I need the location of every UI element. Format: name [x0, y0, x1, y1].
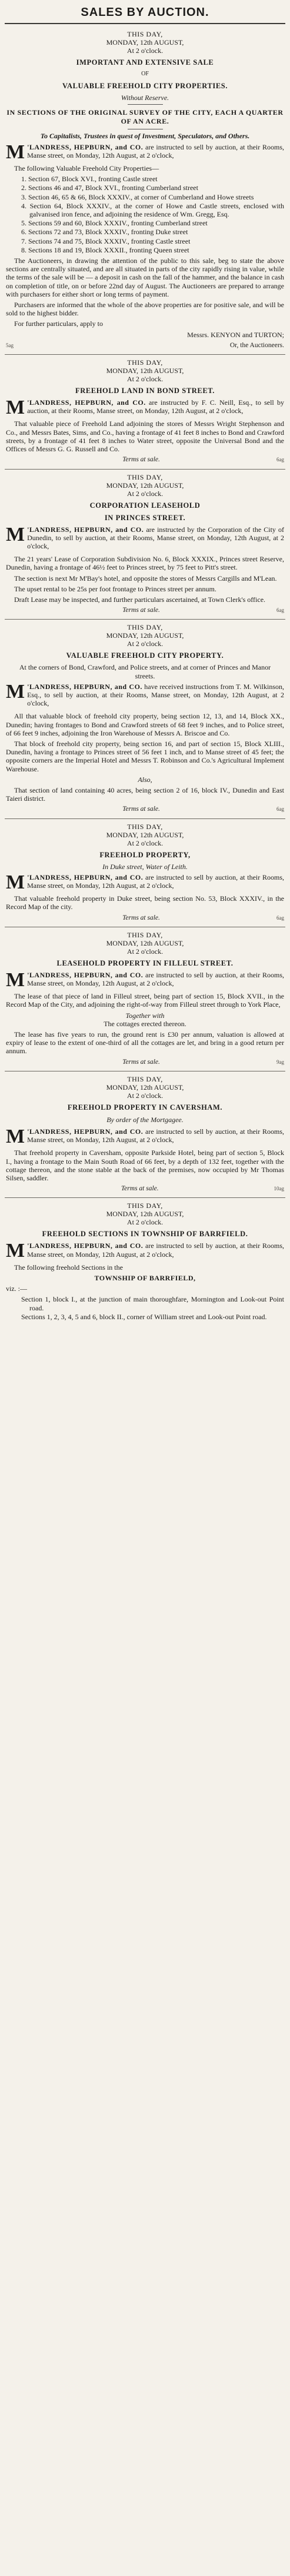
drop-cap: M	[6, 969, 25, 991]
following-text: The following Valuable Freehold City Properties—	[14, 164, 159, 173]
drop-cap: M	[6, 523, 25, 545]
list-item: Sections 1, 2, 3, 4, 5 and 6, block II., corner of William street and Look-out Point road.	[21, 1312, 267, 1321]
dateline-time: At 2 o'clock.	[126, 489, 164, 498]
body-paragraph: That freehold property in Caversham, opposite Parkside Hotel, being part of section 5, Block I., having a frontage to the Main South Road of 66 feet, by a depth of 132 feet, together with the cottage thereon, and the stone stable at the back of the premises, now occupied by Mr Thomas Silsen, saddler.	[6, 1149, 284, 1183]
body-paragraph: That valuable piece of Freehold Land adjoining the stores of Messrs Wright Stephenson and Co., and Messrs Bates, Sims, and Co., having a frontage of 41 feet 8 inches to Bond and Crawford streets, by a frontage of 41 feet 8 inches to Water street, opposite the Universal Bond and the Offices of Messrs G. G. Russell and Co.	[6, 420, 284, 454]
township-name: TOWNSHIP OF BARRFIELD,	[94, 1274, 196, 1283]
heading-of: OF	[141, 71, 149, 77]
lead-text: are instructed to sell by auction, at their Rooms, Manse street, on Monday, 12th August, at 2 o'clock,	[27, 142, 284, 159]
dateline: THIS DAY,	[127, 358, 163, 367]
terms-line	[6, 1058, 284, 1066]
dateline-time: At 2 o'clock.	[126, 1218, 164, 1227]
insertion-code: 9ag	[276, 1059, 284, 1065]
list-item: 8. Sections 18 and 19, Block XXXII., fronting Queen street	[21, 245, 189, 254]
body-paragraph: The upset rental to be 25s per foot frontage to Princes street per annum.	[14, 584, 216, 593]
auction-notice-city-properties	[5, 26, 285, 355]
terms-line	[6, 805, 284, 813]
auctioneer-firm: 'LANDRESS, HEPBURN, and CO.	[27, 525, 144, 534]
lead-text: are instructed to sell by auction, at their Rooms, Manse street, on Monday, 12th August, at 2 o'clock,	[27, 1242, 284, 1259]
body-paragraph: All that valuable block of freehold city property, being section 12, 13, and 14, Block XX., Dunedin; having frontages to Bond and Crawford streets of 68 feet 9 inches, and to Police street, of 66 feet 9 inches, adjoining the Iron Warehouse of Messrs A. Briscoe and Co.	[6, 712, 284, 737]
dateline-time: At 2 o'clock.	[126, 838, 164, 847]
dateline: THIS DAY,	[127, 1074, 163, 1083]
lead-text: are instructed by the Corporation of the City of Dunedin, to sell by auction, at their Rooms, Manse street, on Monday, 12th August, at 2 o'clock,	[27, 525, 284, 550]
property-list	[21, 175, 284, 254]
list-item: 1. Section 67, Block XVI., fronting Castle street	[21, 175, 158, 184]
body-paragraph: The section is next Mr M'Bay's hotel, and opposite the stores of Messrs Cargills and M'Lean.	[14, 574, 277, 583]
drop-cap: M	[6, 397, 25, 419]
dateline: THIS DAY,	[127, 472, 163, 481]
auctioneer-firm: 'LANDRESS, HEPBURN, and CO.	[27, 398, 146, 407]
auctioneer-firm: 'LANDRESS, HEPBURN, and CO.	[27, 682, 142, 691]
body-paragraph: Draft Lease may be inspected, and further particulars ascertained, at Town Clerk's office.	[14, 595, 266, 604]
insertion-code: 5ag	[6, 342, 14, 348]
notice-subheading: By order of the Mortgagee.	[106, 1115, 184, 1124]
together-text: Together with	[125, 1011, 165, 1020]
dateline-day: MONDAY, 12th AUGUST,	[106, 1210, 184, 1219]
auction-notice-duke-street	[5, 819, 285, 927]
terms-line	[6, 1184, 284, 1193]
dateline-time: At 2 o'clock.	[126, 375, 164, 384]
list-item: 3. Section 46, 65 & 66, Block XXXIV., at corner of Cumberland and Howe streets	[21, 192, 254, 201]
list-item: 7. Sections 74 and 75, Block XXXIV., fronting Castle street	[21, 237, 191, 245]
lead-paragraph	[6, 525, 284, 551]
reserve-note: Without Reserve.	[121, 94, 169, 102]
lead-paragraph	[6, 871, 284, 893]
auctioneer-firm: 'LANDRESS, HEPBURN, and CO.	[27, 1242, 144, 1250]
particulars-text: For further particulars, apply to	[14, 319, 103, 328]
auction-notice-city-property	[5, 620, 285, 818]
notice-heading: FREEHOLD PROPERTY,	[99, 850, 191, 859]
dateline: THIS DAY,	[127, 623, 163, 632]
lead-paragraph	[6, 969, 284, 991]
notice-heading: FREEHOLD SECTIONS IN TOWNSHIP OF BARRFIELD.	[42, 1230, 248, 1239]
auction-notice-barrfield	[5, 1198, 285, 1328]
dateline-time: At 2 o'clock.	[126, 947, 164, 956]
drop-cap: M	[6, 680, 25, 703]
lead-paragraph	[6, 397, 285, 419]
insertion-code: 6ag	[276, 457, 284, 463]
list-item: 6. Sections 72 and 73, Block XXXIV., fronting Duke street	[21, 228, 188, 237]
auction-notice-bond-street	[5, 355, 285, 469]
terms-line	[6, 914, 284, 922]
notice-heading-2: IN PRINCES STREET.	[104, 513, 186, 522]
auction-notice-caversham	[5, 1071, 285, 1199]
also-text: Also,	[138, 775, 152, 784]
dateline: THIS DAY,	[127, 1202, 163, 1210]
terms-text: Terms at sale.	[122, 806, 160, 813]
body-paragraph: That section of land containing 40 acres, being section 2 of 16, block IV., Dunedin and East Taieri district.	[6, 786, 284, 803]
list-item: Section 1, block I., at the junction of main thoroughfare, Mornington and Look-out Point road.	[21, 1295, 284, 1312]
body-paragraph: The lease has five years to run, the ground rent is £30 per annum, valuation is allowed at expiry of lease to the extent of one-third of all the cottages are let, and bring in a good return per annum.	[6, 1030, 284, 1056]
terms-text: Terms at sale.	[122, 456, 160, 464]
drop-cap: M	[6, 141, 25, 163]
body-paragraph: The Auctioneers, in drawing the attention of the public to this sale, beg to state the above sections are centrally situated, and are all situated in parts of the city rapidly rising in value, while the terms of the sale will be — a deposit in cash on the fall of the hammer, and the balance in cash on completion of title, on or before 22nd day of August. The Auctioneers are prepared to arrange with purchasers for either short or long terms of payment.	[6, 257, 284, 298]
insertion-code: 6ag	[276, 607, 284, 614]
body-paragraph: That block of freehold city property, being section 16, and part of section 15, Block XLIII., Dunedin, having a frontage to Princes street of 56 feet 1 inch, and to Manse street of 45 feet; the opposite corners are the Imperial Hotel and Messrs T. Robinson and Co.'s Agricultural Implement Warehouse.	[6, 739, 284, 773]
notice-heading: VALUABLE FREEHOLD CITY PROPERTY.	[66, 651, 224, 660]
dateline-day: MONDAY, 12th AUGUST,	[106, 938, 184, 947]
dateline-time: At 2 o'clock.	[126, 1091, 164, 1100]
lead-text: are instructed to sell by auction, at their Rooms, Manse street, on Monday, 12th August, at 2 o'clock,	[27, 873, 284, 890]
drop-cap: M	[6, 871, 25, 893]
insertion-code: 6ag	[276, 914, 284, 921]
lead-text: are instructed by F. C. Neill, Esq., to sell by auction, at their Rooms, Manse street, on Monday, 12th August, at 2 o'clock,	[27, 398, 285, 415]
body-paragraph: The 21 years' Lease of Corporation Subdivision No. 6, Block XXXIX., Princes street Reserve, Dunedin, having a frontage of 46½ feet to Princes street, by 75 feet to Pitt's street.	[6, 555, 284, 572]
drop-cap: M	[6, 1240, 25, 1262]
body-paragraph: That valuable freehold property in Duke street, being section No. 53, Block XXXIV., in the Record Map of the city.	[6, 894, 284, 911]
list-item: 5. Sections 59 and 60, Block XXXIV., fronting Cumberland street	[21, 219, 208, 228]
auctioneer-firm: 'LANDRESS, HEPBURN, and CO.	[27, 1127, 144, 1136]
cottages-text: The cottages erected thereon.	[104, 1019, 186, 1028]
dateline: THIS DAY,	[127, 822, 163, 831]
auction-notice-princes-street-lease	[5, 470, 285, 620]
viz-text: viz. :—	[6, 1284, 27, 1293]
list-item: 4. Section 64, Block XXXIV., at the corner of Howe and Castle streets, enclosed with galvanised iron fence, and adjoining the residence of Wm. Gregg, Esq.	[21, 201, 284, 219]
dateline-day: MONDAY, 12th AUGUST,	[106, 481, 184, 490]
dateline-day: MONDAY, 12th AUGUST,	[106, 38, 184, 46]
dateline-time: At 2 o'clock.	[126, 46, 164, 55]
lead-paragraph	[6, 1240, 284, 1262]
auctioneer-firm: 'LANDRESS, HEPBURN, and CO.	[27, 970, 144, 979]
terms-line	[6, 606, 284, 614]
section-list	[21, 1295, 284, 1321]
dateline-day: MONDAY, 12th AUGUST,	[106, 830, 184, 839]
dateline: THIS DAY,	[127, 30, 163, 38]
dateline-day: MONDAY, 12th AUGUST,	[106, 631, 184, 640]
lead-paragraph	[6, 680, 285, 708]
lead-text: are instructed to sell by auction, at their Rooms, Manse street, on Monday, 12th August, at 2 o'clock,	[27, 970, 284, 987]
terms-line	[6, 455, 284, 464]
notice-heading: LEASEHOLD PROPERTY IN FILLEUL STREET.	[56, 958, 234, 967]
dateline-day: MONDAY, 12th AUGUST,	[106, 367, 184, 375]
notice-heading: FREEHOLD LAND IN BOND STREET.	[75, 387, 215, 395]
dateline-day: MONDAY, 12th AUGUST,	[106, 1083, 184, 1091]
lead-paragraph	[6, 141, 284, 163]
body-paragraph: Purchasers are informed that the whole of the above properties are for positive sale, and will be sold to the highest bidder.	[6, 301, 284, 318]
list-item: 2. Sections 46 and 47, Block XVI., fronting Cumberland street	[21, 184, 198, 192]
divider	[128, 104, 163, 105]
terms-text: Terms at sale.	[122, 607, 160, 614]
notice-subheading: In Duke street, Water of Leith.	[102, 862, 188, 871]
auctioneer-firm: 'LANDRESS, HEPBURN, and CO.	[27, 142, 144, 151]
signature: Messrs. KENYON and TURTON;	[187, 330, 284, 339]
page-title: SALES BY AUCTION.	[5, 4, 285, 24]
terms-text: Terms at sale.	[122, 914, 160, 921]
notice-heading-2: VALUABLE FREEHOLD CITY PROPERTIES.	[62, 82, 228, 91]
body-paragraph: The lease of that piece of land in Filleul street, being part of section 15, Block XVII., in the Record Map of the City, and adjoining the right-of-way from Filleul street through to York Place,	[6, 992, 284, 1009]
following-text: The following freehold Sections in the	[14, 1263, 123, 1272]
insertion-code: 6ag	[276, 806, 284, 813]
notice-heading: IMPORTANT AND EXTENSIVE SALE	[76, 58, 214, 66]
insertion-code: 10ag	[274, 1186, 284, 1192]
lead-text: are instructed to sell by auction, at their Rooms, Manse street, on Monday, 12th August, at 2 o'clock,	[27, 1127, 284, 1144]
auctioneer-firm: 'LANDRESS, HEPBURN, and CO.	[27, 873, 144, 881]
auction-notice-filleul-street	[5, 927, 285, 1071]
signature-line	[6, 341, 284, 350]
notice-heading: FREEHOLD PROPERTY IN CAVERSHAM.	[67, 1103, 223, 1111]
terms-text: Terms at sale.	[121, 1185, 159, 1193]
lead-paragraph	[6, 1126, 284, 1148]
notice-heading: CORPORATION LEASEHOLD	[89, 501, 201, 510]
notice-subheading: At the corners of Bond, Crawford, and Police streets, and at corner of Princes and Manor streets.	[19, 663, 271, 680]
terms-text: Terms at sale.	[122, 1058, 160, 1066]
dateline: THIS DAY,	[127, 930, 163, 939]
drop-cap: M	[6, 1126, 25, 1148]
notice-heading-3: IN SECTIONS OF THE ORIGINAL SURVEY OF THE CITY, EACH A QUARTER OF AN ACRE.	[6, 108, 284, 126]
to-investors: To Capitalists, Trustees in quest of Investment, Speculators, and Others.	[40, 132, 250, 141]
lead-text: have received instructions from T. M. Wilkinson, Esq., to sell by auction, at their Rooms, Manse street, on Monday, 12th August, at 2 o'clock,	[27, 682, 285, 708]
signature-alt: Or, the Auctioneers.	[229, 341, 284, 349]
dateline-time: At 2 o'clock.	[126, 640, 164, 648]
